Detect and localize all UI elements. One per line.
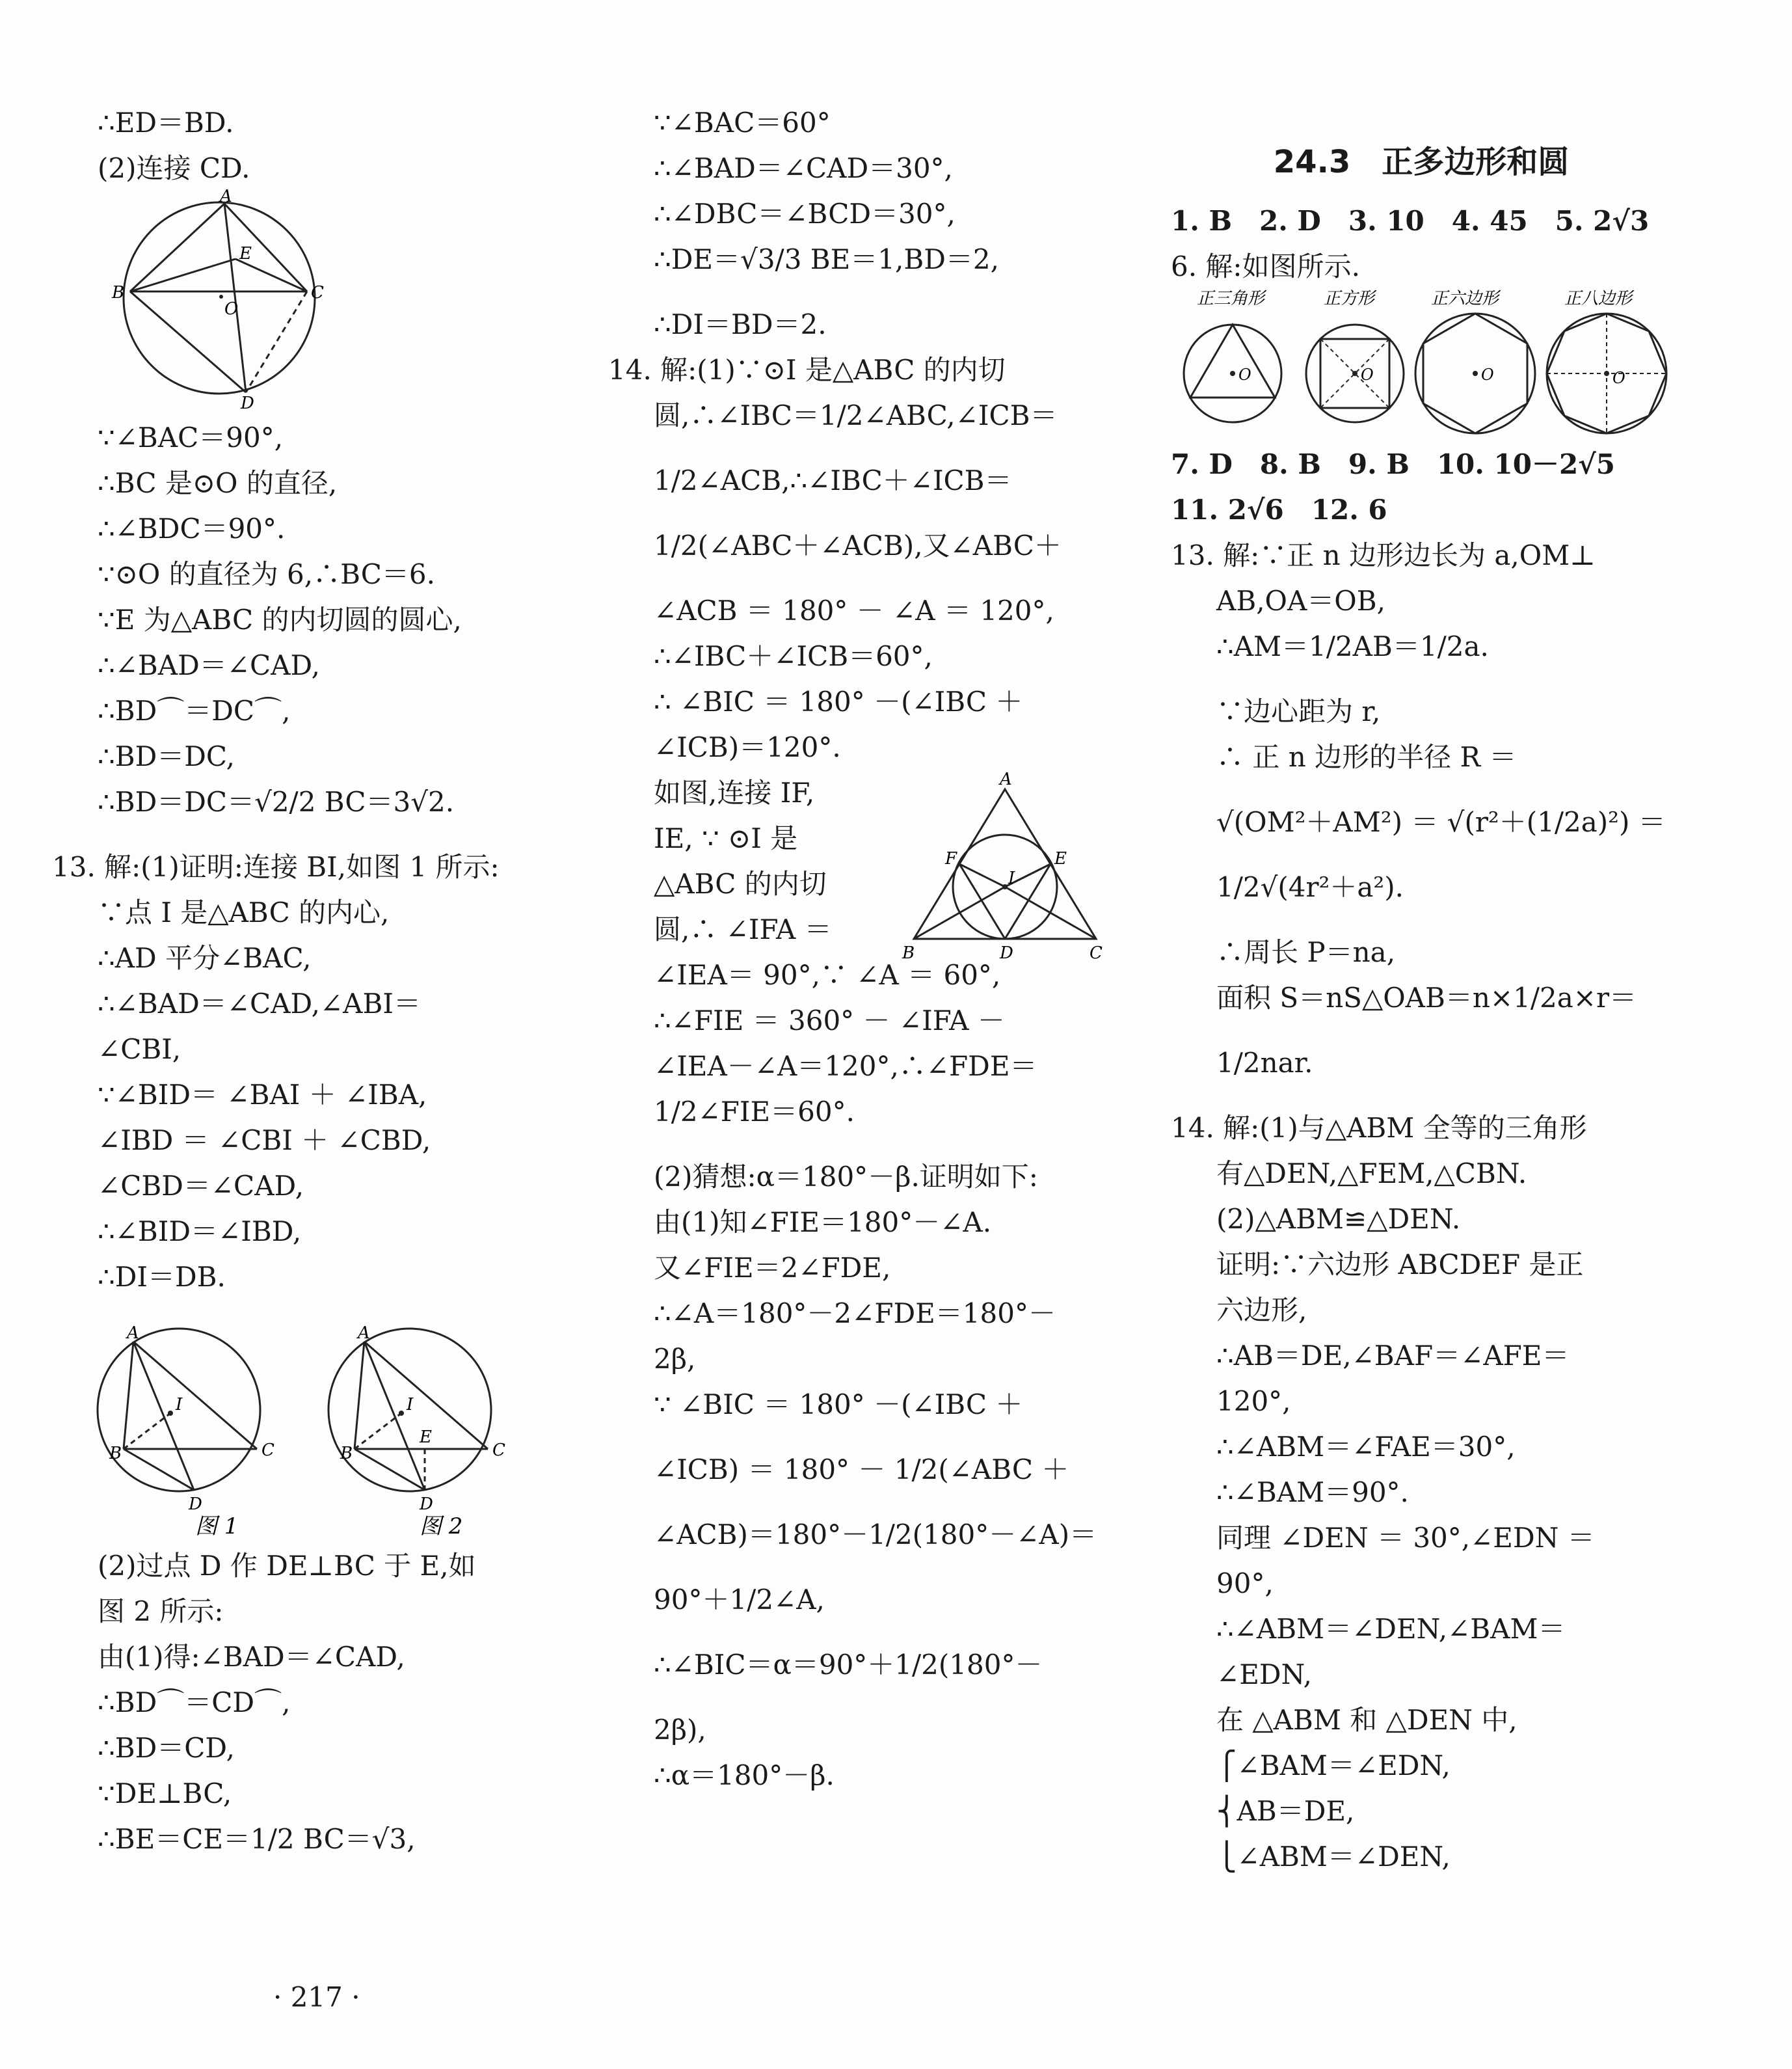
text-line: ∴BD⌒＝CD⌒, (98, 1686, 291, 1718)
text-line: ∴∠BAD＝∠CAD,∠ABI＝ (98, 988, 421, 1020)
text-line: 在 △ABM 和 △DEN 中, (1216, 1704, 1518, 1736)
svg-text:O: O (1238, 366, 1251, 384)
text-line: ∴BD⌒＝DC⌒, (98, 695, 291, 727)
text-line: (2)△ABM≌△DEN. (1216, 1203, 1461, 1235)
text-line: ∴AB＝DE,∠BAF＝∠AFE＝ (1216, 1340, 1570, 1372)
text-line: 11. 2√6 12. 6 (1171, 494, 1387, 526)
figures-1-and-2 (98, 1303, 553, 1537)
text-line: △ABC 的内切 (654, 868, 827, 900)
text-line: ∴∠ABM＝∠DEN,∠BAM＝ (1216, 1613, 1566, 1645)
figure-1 (98, 1323, 274, 1539)
svg-text:D: D (189, 1494, 202, 1514)
text-line: ∠ACB ＝ 180° － ∠A ＝ 120°, (654, 595, 1054, 627)
text-line: ∴BD＝CD, (98, 1732, 235, 1764)
text-line: 六边形, (1216, 1294, 1307, 1326)
text-line: ∴AM＝1/2AB＝1/2a. (1216, 630, 1489, 662)
text-line: (2)连接 CD. (98, 152, 250, 184)
text-line: 1/2√(4r²＋a²). (1216, 871, 1404, 903)
text-line: ∠IEA＝ 90°,∵ ∠A ＝ 60°, (654, 959, 1001, 991)
label-octagon: 正八边形 (1564, 289, 1633, 308)
text-line: ∵边心距为 r, (1216, 696, 1381, 727)
text-line: ∴∠BAD＝∠CAD, (98, 649, 320, 681)
text-line: ∠CBD＝∠CAD, (98, 1170, 304, 1202)
svg-text:A: A (358, 1323, 370, 1343)
svg-text:B: B (112, 283, 125, 303)
text-line: ∴DI＝DB. (98, 1261, 226, 1293)
svg-text:O: O (1612, 369, 1625, 387)
text-line: ∴∠BIC＝α＝90°＋1/2(180°－ (654, 1649, 1043, 1681)
text-line: 又∠FIE＝2∠FDE, (654, 1252, 891, 1284)
text-line: ∠IBD ＝ ∠CBI ＋ ∠CBD, (98, 1124, 431, 1156)
text-line: ∴BE＝CE＝1/2 BC＝√3, (98, 1823, 416, 1855)
text-line: 90°＋1/2∠A, (654, 1584, 825, 1616)
svg-text:C: C (311, 283, 324, 303)
text-line: ∴∠BAM＝90°. (1216, 1476, 1409, 1508)
text-line: 6. 解:如图所示. (1171, 250, 1360, 282)
text-line: 如图,连接 IF, (654, 777, 815, 809)
text-line: ∵ ∠BIC ＝ 180° －(∠IBC ＋ (654, 1388, 1023, 1420)
text-line: ∴α＝180°－β. (654, 1759, 835, 1791)
text-line: 1/2∠FIE＝60°. (654, 1096, 855, 1128)
text-line: IE, ∵ ⊙I 是 (654, 822, 798, 854)
text-line: ⎧∠BAM＝∠EDN, (1216, 1750, 1451, 1781)
figure-1-caption: 图 1 (195, 1513, 239, 1539)
svg-text:C: C (261, 1440, 274, 1460)
text-line: ∴BD＝DC＝√2/2 BC＝3√2. (98, 786, 455, 818)
page-number: · 217 · (273, 1981, 360, 2013)
text-line: ∵∠BID＝ ∠BAI ＋ ∠IBA, (98, 1079, 427, 1111)
text-line: ∴BC 是⊙O 的直径, (98, 467, 338, 499)
text-line: 90°, (1216, 1567, 1274, 1599)
text-line: 1/2nar. (1216, 1047, 1313, 1079)
triangle-in-circle (1184, 325, 1281, 422)
text-line: ∴周长 P＝na, (1216, 936, 1396, 968)
text-line: ∴ ∠BIC ＝ 180° －(∠IBC ＋ (654, 686, 1023, 718)
text-line: ∴∠A＝180°－2∠FDE＝180°－ (654, 1297, 1056, 1329)
svg-text:E: E (1054, 849, 1067, 869)
section-title: 24.3 正多边形和圆 (1273, 144, 1570, 180)
text-line: 1. B 2. D 3. 10 4. 45 5. 2√3 (1171, 205, 1650, 237)
text-line: ∴BD＝DC, (98, 740, 235, 772)
text-line: ∴∠ABM＝∠FAE＝30°, (1216, 1431, 1516, 1463)
text-line: ∴∠FIE ＝ 360° － ∠IFA － (654, 1005, 1005, 1036)
label-triangle: 正三角形 (1197, 289, 1265, 308)
text-line: ∠ACB)＝180°－1/2(180°－∠A)＝ (654, 1519, 1097, 1550)
text-line: ∴∠BID＝∠IBD, (98, 1215, 302, 1247)
square-in-circle (1306, 325, 1404, 422)
regular-polygons-figure (1171, 286, 1672, 442)
figure-2 (328, 1323, 505, 1539)
text-line: ∴∠BAD＝∠CAD＝30°, (654, 152, 953, 184)
text-line: ∴DI＝BD＝2. (654, 308, 827, 340)
text-line: 7. D 8. B 9. B 10. 10－2√5 (1171, 448, 1616, 480)
svg-text:C: C (1090, 943, 1103, 963)
column-left (52, 107, 553, 1891)
svg-text:B: B (340, 1444, 353, 1463)
text-line: 证明:∵六边形 ABCDEF 是正 (1216, 1249, 1584, 1280)
svg-text:O: O (224, 299, 239, 319)
svg-text:E: E (239, 244, 252, 264)
svg-text:A: A (1000, 770, 1012, 789)
text-line: ∵⊙O 的直径为 6,∴BC＝6. (98, 558, 435, 590)
svg-text:O: O (1481, 366, 1494, 384)
svg-text:D: D (420, 1494, 433, 1514)
text-line: 同理 ∠DEN ＝ 30°,∠EDN ＝ (1216, 1522, 1595, 1554)
text-line: 由(1)知∠FIE＝180°－∠A. (654, 1206, 992, 1238)
svg-text:C: C (492, 1440, 505, 1460)
incircle-block (654, 770, 1109, 963)
text-line: ∵∠BAC＝90°, (98, 422, 284, 453)
text-line: AB,OA＝OB, (1216, 585, 1385, 617)
text-line: 2β), (654, 1714, 706, 1746)
text-line: ∵DE⊥BC, (98, 1778, 232, 1809)
text-line: ∴ED＝BD. (98, 107, 234, 139)
svg-text:O: O (1361, 366, 1374, 384)
text-line: ∠ICB)＝120°. (654, 731, 841, 763)
text-line: 2β, (654, 1343, 696, 1375)
problem-14-heading: 14. 解:(1)∵⊙I 是△ABC 的内切 (608, 354, 1006, 386)
text-line: ∠CBI, (98, 1033, 181, 1065)
column-middle (608, 107, 1109, 1807)
text-line: (2)过点 D 作 DE⊥BC 于 E,如 (98, 1550, 476, 1582)
column-right (1171, 98, 1672, 1889)
text-line: ∴DE＝√3/3 BE＝1,BD＝2, (654, 243, 999, 275)
svg-text:D: D (241, 394, 254, 413)
text-line: (2)猜想:α＝180°－β.证明如下: (654, 1161, 1038, 1193)
problem-13-heading: 13. 解:∵正 n 边形边长为 a,OM⊥ (1171, 539, 1596, 571)
text-line: 120°, (1216, 1385, 1291, 1417)
text-line: ∴ 正 n 边形的半径 R ＝ (1216, 741, 1517, 773)
text-line: ∵点 I 是△ABC 的内心, (98, 897, 390, 928)
text-line: 面积 S＝nS△OAB＝n×1/2a×r＝ (1216, 982, 1637, 1014)
text-line: 图 2 所示: (98, 1595, 224, 1627)
text-line: ∴AD 平分∠BAC, (98, 942, 312, 974)
svg-text:I: I (1008, 869, 1015, 888)
svg-text:D: D (1000, 943, 1013, 963)
text-line: √(OM²＋AM²) ＝ √(r²＋(1/2a)²) ＝ (1216, 806, 1666, 838)
text-line: 1/2(∠ABC＋∠ACB),又∠ABC＋ (654, 530, 1062, 561)
svg-text:E: E (420, 1427, 432, 1447)
label-square: 正方形 (1324, 289, 1375, 308)
text-line: ∴∠BDC＝90°. (98, 513, 286, 545)
text-line: ∵E 为△ABC 的内切圆的圆心, (98, 604, 462, 636)
text-line: ∠IEA－∠A＝120°,∴∠FDE＝ (654, 1050, 1037, 1082)
text-line: 圆,∴ ∠IFA ＝ (654, 913, 832, 945)
text-line: ∴∠DBC＝∠BCD＝30°, (654, 198, 956, 230)
incircle-triangle-figure (901, 770, 1103, 963)
text-line: 1/2∠ACB,∴∠IBC＋∠ICB＝ (654, 465, 1012, 496)
svg-text:I: I (176, 1395, 183, 1414)
svg-text:B: B (109, 1444, 122, 1463)
problem-13-heading: 13. 解:(1)证明:连接 BI,如图 1 所示: (52, 851, 500, 883)
svg-text:A: A (220, 187, 232, 206)
hexagon-in-circle (1415, 314, 1535, 433)
svg-text:F: F (945, 849, 957, 869)
text-line: ⎨AB＝DE, (1216, 1795, 1355, 1827)
text-line: 由(1)得:∠BAD＝∠CAD, (98, 1641, 405, 1673)
figure-2-caption: 图 2 (420, 1513, 463, 1539)
text-line: 圆,∴∠IBC＝1/2∠ABC,∠ICB＝ (654, 399, 1058, 431)
text-line: ∠ICB) ＝ 180° － 1/2(∠ABC ＋ (654, 1454, 1069, 1485)
text-line: ∴∠IBC＋∠ICB＝60°, (654, 640, 933, 672)
problem-14-heading: 14. 解:(1)与△ABM 全等的三角形 (1171, 1112, 1587, 1144)
svg-text:I: I (407, 1395, 414, 1414)
octagon-in-circle (1547, 314, 1666, 433)
text-line: ∠EDN, (1216, 1658, 1312, 1690)
svg-text:B: B (902, 943, 915, 963)
text-line: ⎩∠ABM＝∠DEN, (1216, 1841, 1451, 1873)
circle-figure-abcd (98, 187, 324, 413)
text-line: ∵∠BAC＝60° (654, 107, 831, 139)
text-line: 有△DEN,△FEM,△CBN. (1216, 1157, 1527, 1189)
label-hexagon: 正六边形 (1431, 289, 1499, 308)
svg-text:A: A (127, 1323, 139, 1343)
